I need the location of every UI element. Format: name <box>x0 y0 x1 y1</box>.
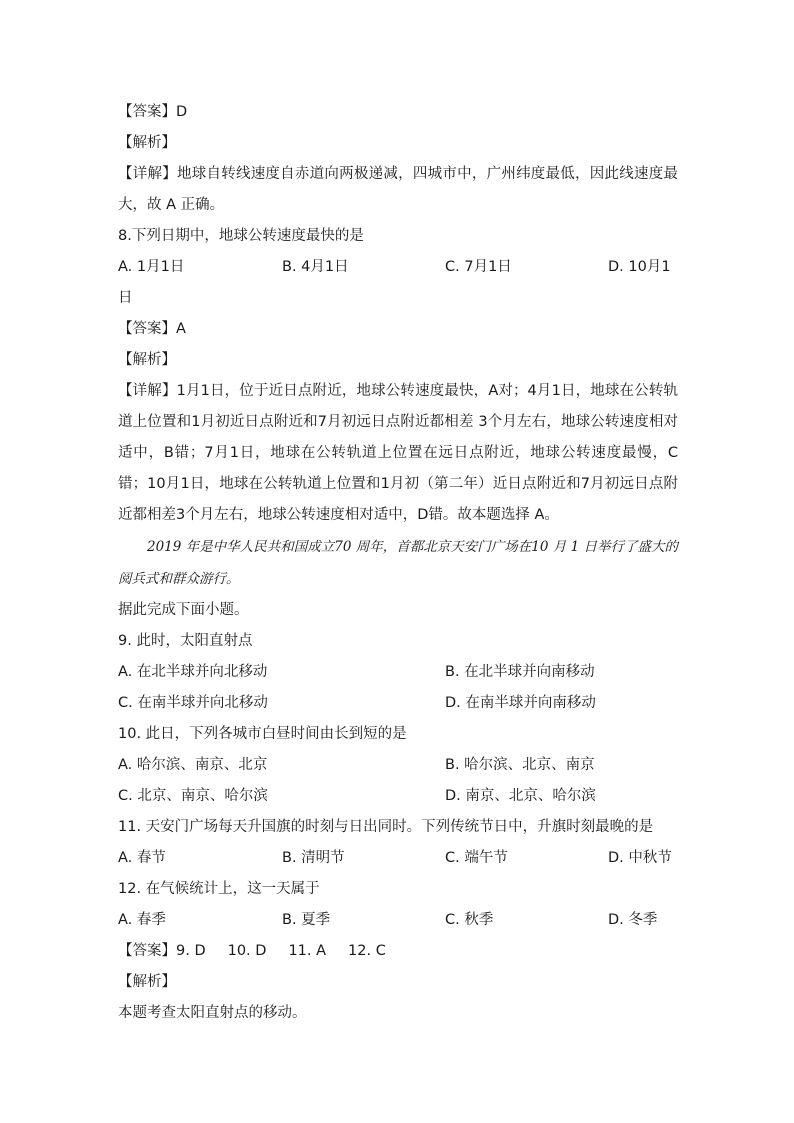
q11-options <box>118 843 678 874</box>
q12-option-d: D. 冬季 <box>608 912 658 928</box>
q12-option-a: A. 春季 <box>118 912 166 928</box>
reading-passage: 2019 年是中华人民共和国成立70 周年，首都北京天安门广场在10 月 1 日举行了盛大的阅兵式和群众游行。 <box>118 539 678 587</box>
q12-option-c: C. 秋季 <box>445 912 494 928</box>
group-summary: 本题考查太阳直射点的移动。 <box>118 1005 307 1021</box>
q9-option-a: A. 在北半球并向北移动 <box>118 664 268 680</box>
q11-option-c: C. 端午节 <box>445 850 508 866</box>
q8-detail: 【详解】1月1日，位于近日点附近，地球公转速度最快，A对；4月1日，地球在公转轨道上位置和1月初近日点附近和7月初远日点附近都相差 3个月左右，地球公转速度相对适中，B错；7月1日，地球在公转轨道上位置在远日点附近，地球公转速度最慢，C错；10月1日，地球在公转轨道上位置和1月初（第二年）近日点附近和7月初远日点附近都相差3个月左右，地球公转速度相对适中，D错。故本题选择 A。 <box>118 383 678 523</box>
q8-option-a: A. 1月1日 <box>118 259 185 275</box>
group-analysis-label: 【解析】 <box>118 974 176 990</box>
group-answers <box>118 936 678 967</box>
group-answer-10: 10. D <box>227 943 267 959</box>
group-answer-label: 【答案】 <box>118 943 176 959</box>
group-answer-11: 11. A <box>288 943 327 959</box>
q8-option-b: B. 4月1日 <box>282 259 349 275</box>
q11-option-d: D. 中秋节 <box>608 850 672 866</box>
q11-option-a: A. 春节 <box>118 850 166 866</box>
q8-question: 8.下列日期中，地球公转速度最快的是 <box>118 228 364 244</box>
q9-option-d: D. 在南半球并向南移动 <box>445 695 596 711</box>
q9-options-row-1 <box>118 657 678 688</box>
q8-option-d: D. 10月1 <box>608 259 671 275</box>
group-answer-12: 12. C <box>348 943 386 959</box>
q8-options <box>118 252 678 283</box>
q8-analysis-label: 【解析】 <box>118 352 176 368</box>
q12-option-b: B. 夏季 <box>282 912 331 928</box>
q9-options-row-2 <box>118 688 678 719</box>
q7-analysis-label: 【解析】 <box>118 135 176 151</box>
q10-options-row-1 <box>118 750 678 781</box>
q10-option-a: A. 哈尔滨、南京、北京 <box>118 757 268 773</box>
q11-question: 11. 天安门广场每天升国旗的时刻与日出同时。下列传统节日中，升旗时刻最晚的是 <box>118 819 654 835</box>
q10-option-c: C. 北京、南京、哈尔滨 <box>118 788 268 804</box>
q10-options-row-2 <box>118 781 678 812</box>
q9-option-c: C. 在南半球并向北移动 <box>118 695 268 711</box>
q8-answer: 【答案】A <box>118 321 186 337</box>
group-answer-9: 9. D <box>176 943 206 959</box>
q8-option-d-wrap: 日 <box>118 290 133 306</box>
document-page <box>118 97 678 1029</box>
q11-option-b: B. 清明节 <box>282 850 345 866</box>
q8-option-c: C. 7月1日 <box>445 259 512 275</box>
passage-instruction: 据此完成下面小题。 <box>118 602 249 618</box>
q7-answer: 【答案】D <box>118 104 188 120</box>
q9-option-b: B. 在北半球并向南移动 <box>445 664 595 680</box>
q10-option-d: D. 南京、北京、哈尔滨 <box>445 788 596 804</box>
q7-detail: 【详解】地球自转线速度自赤道向两极递减，四城市中，广州纬度最低，因此线速度最大，故 A 正确。 <box>118 166 678 213</box>
q10-option-b: B. 哈尔滨、北京、南京 <box>445 757 595 773</box>
q9-question: 9. 此时，太阳直射点 <box>118 633 253 649</box>
q12-options <box>118 905 678 936</box>
q12-question: 12. 在气候统计上，这一天属于 <box>118 881 320 897</box>
q10-question: 10. 此日，下列各城市白昼时间由长到短的是 <box>118 726 407 742</box>
